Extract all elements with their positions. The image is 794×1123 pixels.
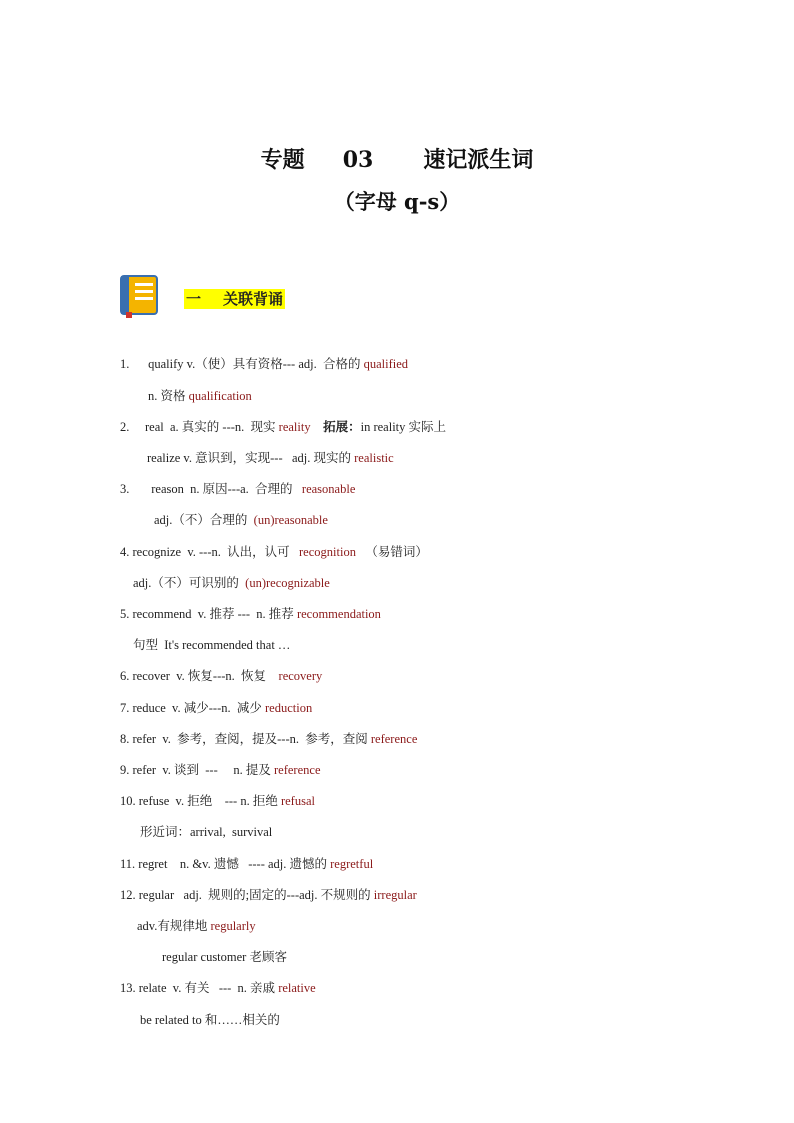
vocab-line	[154, 510, 328, 528]
vocab-line	[147, 448, 394, 466]
vocab-line	[120, 542, 428, 560]
vocab-line	[120, 978, 316, 996]
answer-word: reality	[278, 420, 311, 434]
vocab-line	[120, 854, 373, 872]
answer-word: qualification	[188, 389, 252, 403]
line-text: in reality 实际上	[360, 420, 447, 434]
vocab-line	[140, 1010, 280, 1028]
line-text: 形近词：arrival, survival	[140, 825, 273, 839]
line-text: 3. reason n. 原因---a. 合理的	[120, 482, 302, 496]
line-text: 4. recognize v. ---n. 认出，认可	[120, 545, 300, 559]
vocab-line	[120, 791, 315, 809]
line-text: adj.（不）可识别的	[133, 576, 246, 590]
line-text: adj.（不）合理的	[154, 513, 254, 527]
vocab-line	[120, 666, 322, 684]
answer-word: regretful	[330, 857, 374, 871]
answer-word: recovery	[278, 669, 323, 683]
line-text: 9. refer v. 谈到 --- n. 提及	[120, 763, 275, 777]
answer-word: relative	[278, 981, 316, 995]
answer-word: regularly	[210, 919, 256, 933]
answer-word: reduction	[264, 701, 313, 715]
line-text: 8. refer v. 参考，查阅，提及---n. 参考，查阅	[120, 732, 371, 746]
title-number: 03	[342, 147, 374, 173]
vocab-line	[120, 354, 408, 372]
line-text: 6. recover v. 恢复---n. 恢复	[120, 669, 279, 683]
answer-word: qualified	[363, 357, 409, 371]
emphasis-label: 拓展：	[323, 420, 361, 434]
vocab-line	[120, 479, 355, 497]
line-text: 12. regular adj. 规则的;固定的---adj. 不规则的	[120, 888, 374, 902]
vocab-line	[120, 729, 417, 747]
answer-word: recognition	[299, 545, 356, 559]
vocab-line	[140, 822, 272, 840]
title-main: 速记派生词	[423, 147, 534, 173]
answer-word: recommendation	[296, 607, 381, 621]
line-text: 10. refuse v. 拒绝 --- n. 拒绝	[120, 794, 281, 808]
answer-word: (un)reasonable	[253, 513, 328, 527]
page-subtitle: （字母 q-s）	[333, 189, 461, 214]
vocab-line	[120, 885, 417, 903]
line-text: 1. qualify v.（使）具有资格--- adj. 合格的	[120, 357, 364, 371]
line-text: regular customer 老顾客	[162, 950, 287, 964]
line-text: be related to 和……相关的	[140, 1013, 280, 1027]
vocab-line	[120, 417, 446, 435]
title-topic: 专题	[260, 147, 305, 173]
vocab-line	[148, 386, 252, 404]
line-text: 13. relate v. 有关 --- n. 亲戚	[120, 981, 279, 995]
answer-word: irregular	[373, 888, 417, 902]
vocab-line	[162, 947, 287, 965]
answer-word: reasonable	[301, 482, 356, 496]
line-text: 7. reduce v. 减少---n. 减少	[120, 701, 265, 715]
vocab-line	[137, 916, 256, 934]
answer-word: reference	[370, 732, 418, 746]
line-text: n. 资格	[148, 389, 189, 403]
vocab-line	[120, 698, 312, 716]
line-text: adv.有规律地	[137, 919, 211, 933]
answer-word: reference	[274, 763, 321, 777]
line-text: 2. real a. 真实的 ---n. 现实	[120, 420, 279, 434]
vocab-line	[120, 604, 381, 622]
vocab-line	[120, 760, 321, 778]
line-text	[311, 420, 324, 434]
line-text: （易错词）	[355, 545, 428, 559]
vocab-line	[133, 573, 330, 591]
section-number: 一	[186, 290, 202, 308]
answer-word: realistic	[354, 451, 394, 465]
line-text: 句型 It's recommended that …	[133, 638, 291, 652]
vocab-line	[133, 635, 290, 653]
line-text: realize v. 意识到，实现--- adj. 现实的	[147, 451, 355, 465]
line-text: 5. recommend v. 推荐 --- n. 推荐	[120, 607, 297, 621]
answer-word: refusal	[280, 794, 315, 808]
answer-word: (un)recognizable	[245, 576, 330, 590]
section-label	[184, 289, 285, 309]
line-text: 11. regret n. &v. 遗憾 ---- adj. 遗憾的	[120, 857, 331, 871]
book-icon	[120, 275, 160, 319]
section-title: 关联背诵	[223, 290, 284, 308]
page-title	[0, 143, 794, 174]
